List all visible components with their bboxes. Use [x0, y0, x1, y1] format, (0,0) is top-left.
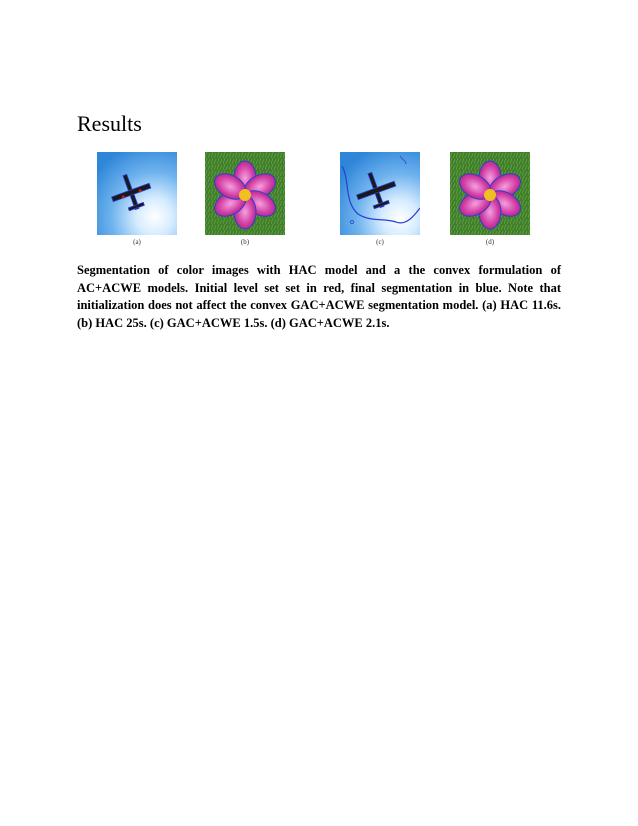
- figure-c-label: (c): [376, 238, 384, 246]
- figure-caption: Segmentation of color images with HAC model and a the convex formulation of AC+ACWE models. Initial level set set in red, final segmentation in blue. Note that initialization does not affect the convex GAC+ACWE segmentation model. (a) HAC 11.6s. (b) HAC 25s. (c) GAC+ACWE 1.5s. (d) GAC+ACWE 2.1s.: [77, 263, 561, 330]
- figure-d-label: (d): [485, 238, 495, 246]
- flower-grass-image: [205, 152, 285, 235]
- figure-c: [340, 152, 420, 235]
- airplane-sky-image: [340, 152, 420, 235]
- figure-d: [450, 152, 530, 235]
- section-heading: Results: [77, 111, 142, 136]
- airplane-sky-image: [97, 152, 177, 235]
- flower-grass-image: [450, 152, 530, 235]
- figure-b: [205, 152, 285, 235]
- figure-a: [97, 152, 177, 235]
- figure-b-label: (b): [240, 238, 250, 246]
- figure-a-label: (a): [133, 238, 141, 246]
